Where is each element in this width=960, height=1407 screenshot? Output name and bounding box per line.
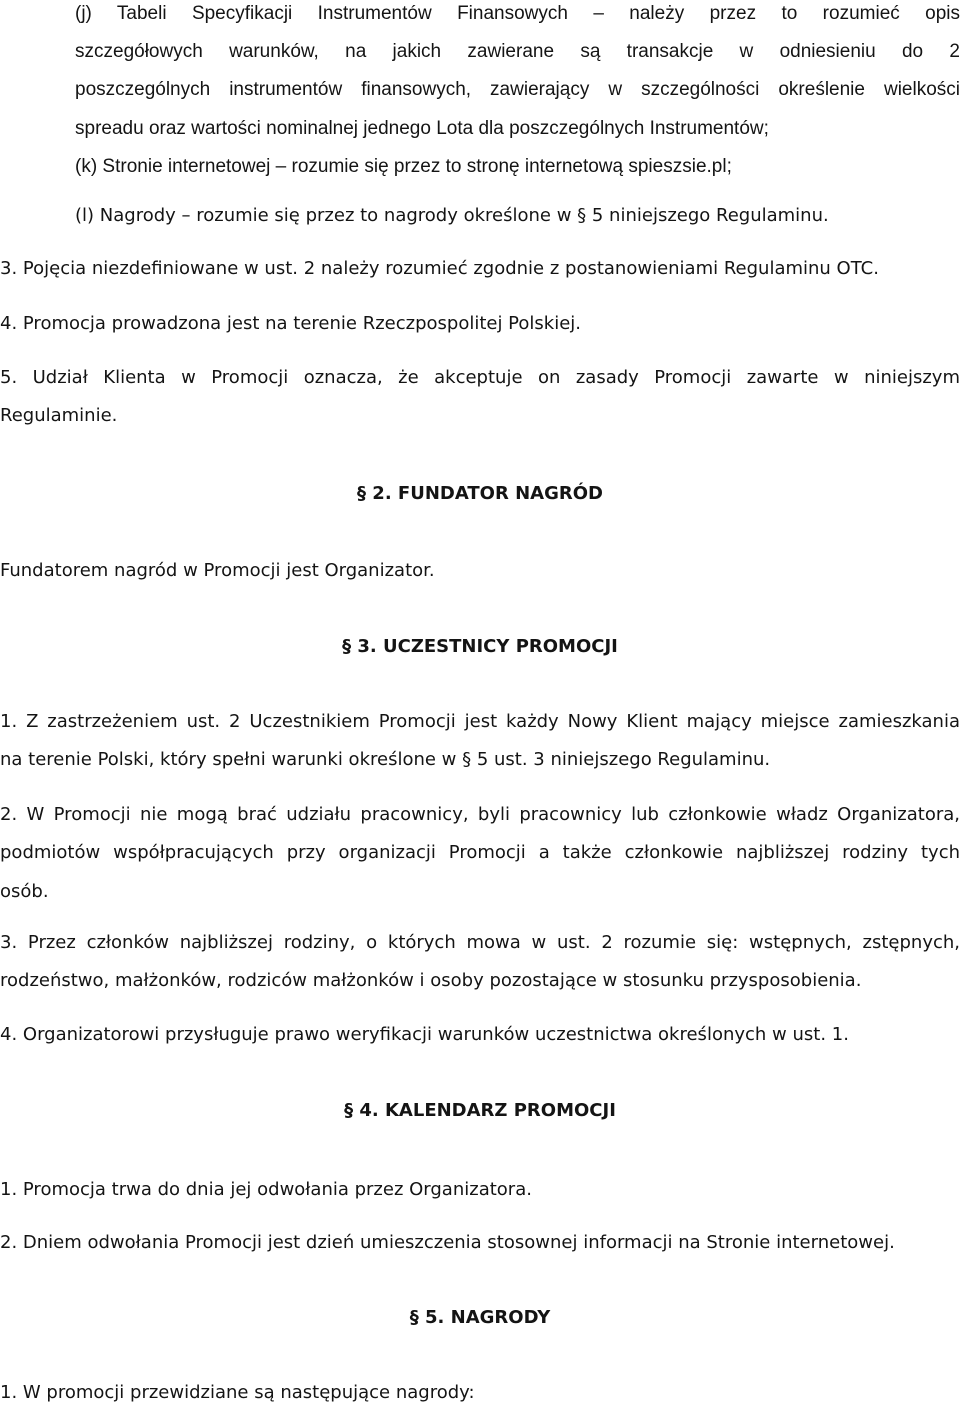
definition-j-line-4: spreadu oraz wartości nominalnej jednego Lota dla poszczególnych Instrumentów; xyxy=(75,118,769,139)
section3-point-2-line-3: osób. xyxy=(0,881,49,902)
section5-point-1: 1. W promocji przewidziane są następujące nagrody: xyxy=(0,1382,475,1403)
section1-point-3: 3. Pojęcia niezdefiniowane w ust. 2 należy rozumieć zgodnie z postanowieniami Regulaminu OTC. xyxy=(0,258,879,279)
definition-l: (l) Nagrody – rozumie się przez to nagrody określone w § 5 niniejszego Regulaminu. xyxy=(75,205,829,226)
definition-j-line-2: szczegółowych warunków, na jakich zawierane są transakcje w odniesieniu do 2 xyxy=(75,41,960,62)
section3-point-1-line-2: na terenie Polski, który spełni warunki określone w § 5 ust. 3 niniejszego Regulaminu. xyxy=(0,749,771,770)
section4-point-1: 1. Promocja trwa do dnia jej odwołania przez Organizatora. xyxy=(0,1179,532,1200)
section1-point-4: 4. Promocja prowadzona jest na terenie Rzeczpospolitej Polskiej. xyxy=(0,313,582,334)
section3-point-3-line-2: rodzeństwo, małżonków, rodziców małżonków i osoby pozostające w stosunku przysposobienia. xyxy=(0,970,862,991)
definition-k: (k) Stronie internetowej – rozumie się przez to stronę internetową spieszsie.pl; xyxy=(75,156,732,177)
section3-point-1-line-1: 1. Z zastrzeżeniem ust. 2 Uczestnikiem Promocji jest każdy Nowy Klient mający miejsce zamieszkania xyxy=(0,711,960,732)
section1-point-5-line-2: Regulaminie. xyxy=(0,405,118,426)
definition-j-line-3: poszczególnych instrumentów finansowych, zawierający w szczególności określenie wielkości xyxy=(75,79,960,100)
section2-heading: § 2. FUNDATOR NAGRÓD xyxy=(357,483,603,504)
section3-point-2-line-1: 2. W Promocji nie mogą brać udziału pracownicy, byli pracownicy lub członkowie władz Organizatora, xyxy=(0,804,960,825)
section2-text: Fundatorem nagród w Promocji jest Organizator. xyxy=(0,560,435,581)
section3-point-3-line-1: 3. Przez członków najbliższej rodziny, o których mowa w ust. 2 rozumie się: wstępnych, zstępnych, xyxy=(0,932,960,953)
section5-heading: § 5. NAGRODY xyxy=(409,1307,551,1328)
section1-point-5-line-1: 5. Udział Klienta w Promocji oznacza, że akceptuje on zasady Promocji zawarte w niniejszym xyxy=(0,367,960,388)
section4-heading: § 4. KALENDARZ PROMOCJI xyxy=(344,1100,616,1121)
section4-point-2: 2. Dniem odwołania Promocji jest dzień umieszczenia stosownej informacji na Stronie internetowej. xyxy=(0,1232,895,1253)
section3-heading: § 3. UCZESTNICY PROMOCJI xyxy=(342,636,618,657)
section3-point-2-line-2: podmiotów współpracujących przy organizacji Promocji a także członkowie najbliższej rodziny tych xyxy=(0,842,960,863)
section3-point-4: 4. Organizatorowi przysługuje prawo weryfikacji warunków uczestnictwa określonych w ust. 1. xyxy=(0,1024,849,1045)
definition-j-line-1: (j) Tabeli Specyfikacji Instrumentów Finansowych – należy przez to rozumieć opis xyxy=(75,3,960,24)
